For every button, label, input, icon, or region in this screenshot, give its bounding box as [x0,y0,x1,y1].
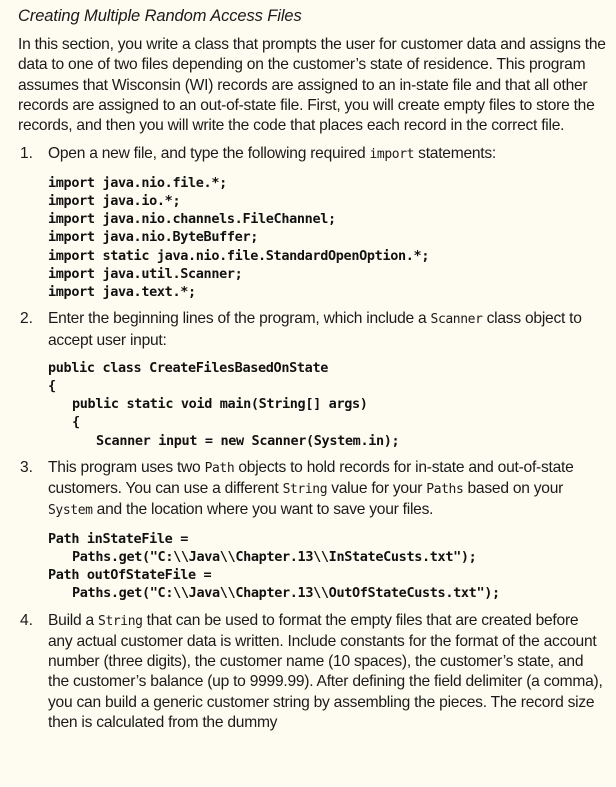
step-number: 1. [20,145,34,163]
code-block [48,530,606,603]
inline-code: System [48,503,93,519]
code-line: import static java.nio.file.StandardOpenOption.*; [48,247,430,264]
step-3 [18,458,606,603]
section-title: Creating Multiple Random Access Files [18,7,302,25]
code-line: Paths.get("C:\\Java\\Chapter.13\\InStateCusts.txt"); [72,548,477,565]
code-line: public class CreateFilesBasedOnState [48,359,328,376]
inline-code: String [98,613,143,629]
steps-list [18,144,606,733]
intro-paragraph: In this section, you write a class that prompts the user for customer data and assigns the data to one of two files depending on the customer’s state of residence. This program assumes that Wisconsin (WI) records are assigned to an in-state file and that all other records are assigned to an out-of-state file. First, you will create empty files to store the records, and then you will write the code that places each record in the correct file. [18,36,606,135]
step-4 [18,611,606,734]
code-line: Paths.get("C:\\Java\\Chapter.13\\OutOfStateCusts.txt"); [72,585,500,602]
code-line: public static void main(String[] args) [72,396,368,413]
code-line: import java.io.*; [48,192,181,209]
step-text: Enter the beginning lines of the program, which include a Scanner class object to accept user input: [48,310,582,349]
code-block [48,359,606,450]
step-text: This program uses two Path objects to hold records for in-state and out-of-state customers. You can use a different String value for your Paths based on your System and the location where you want to save your files. [48,458,574,519]
code-line: import java.text.*; [48,284,196,300]
step-2 [18,309,606,450]
code-line: import java.nio.file.*; [48,174,227,191]
code-line: import java.util.Scanner; [48,265,243,282]
step-1 [18,144,606,301]
step-number: 2. [20,310,34,328]
inline-code: Scanner [430,312,483,328]
inline-code: Path [204,460,235,476]
code-line: Path outOfStateFile = [48,567,212,584]
code-line: import java.nio.ByteBuffer; [48,229,258,246]
code-line: { [48,378,56,394]
code-line: Scanner input = new Scanner(System.in); [96,432,400,449]
inline-code: Paths [426,482,464,498]
step-text: Build a String that can be used to format the empty files that are created before any actual customer data is written. Include constants for the format of the account number (three digits), the customer name (10 spaces), the customer’s state, and the customer’s balance (up to 9999.99). After defining the field delimiter (a comma), you can build a generic customer string by assembling the pieces. The record size then is calculated from the dummy [48,611,603,731]
code-line: { [72,414,80,431]
step-number: 3. [20,458,34,476]
code-line: import java.nio.channels.FileChannel; [48,211,336,228]
code-line: Path inStateFile = [48,530,188,547]
inline-code: import [369,147,415,163]
code-block [48,174,606,301]
step-number: 4. [20,611,34,629]
step-text: Open a new file, and type the following required import statements: [48,145,496,163]
inline-code: String [282,482,328,498]
